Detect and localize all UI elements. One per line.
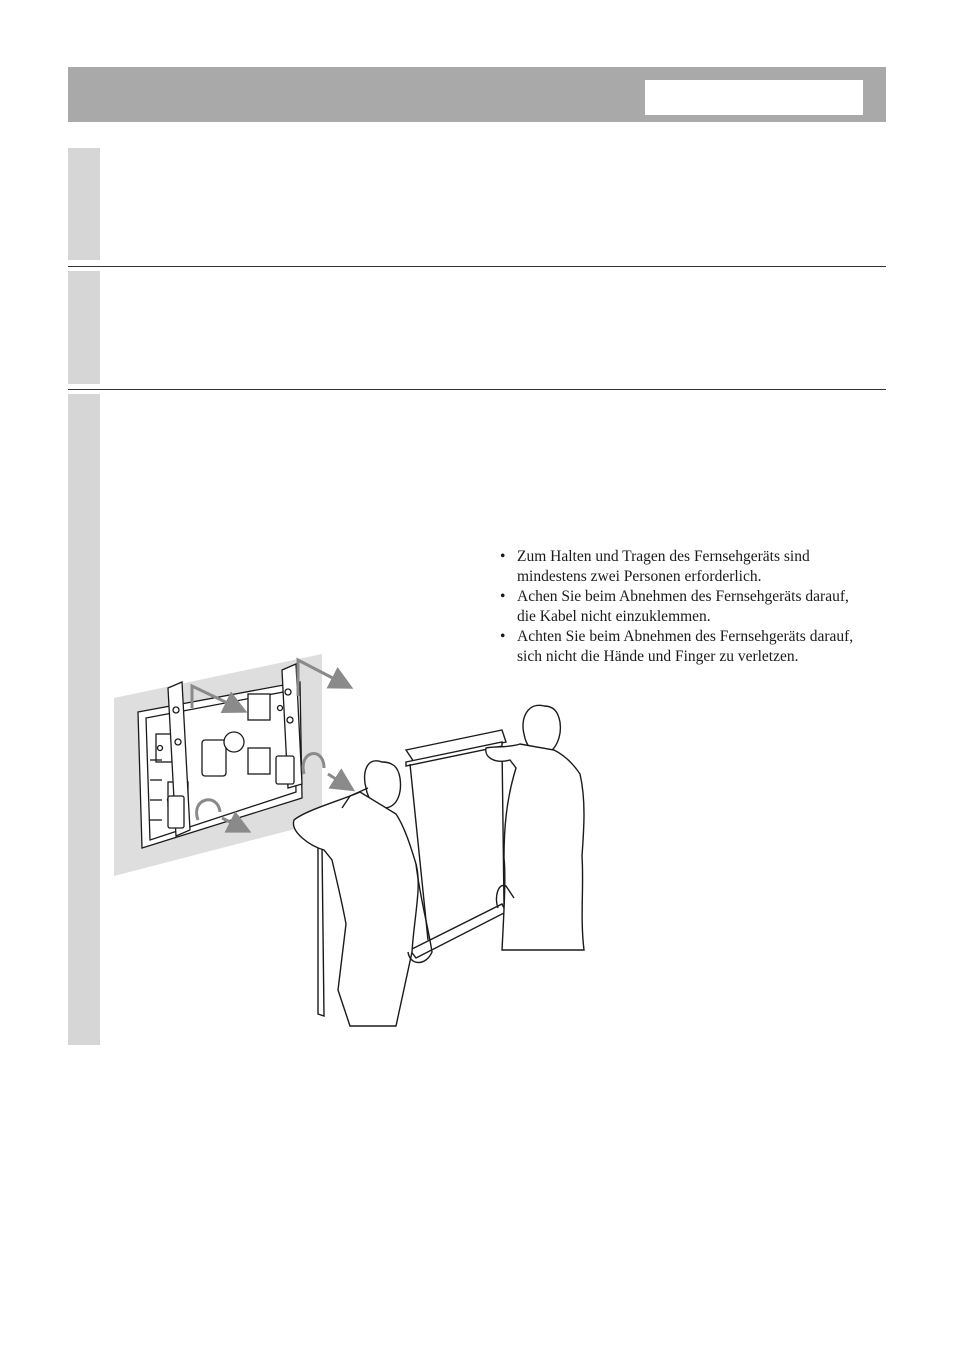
step-2-tab (68, 271, 100, 384)
note-bullet: • (500, 628, 506, 645)
section-title-box (645, 80, 863, 115)
tv-removal-illustration (110, 650, 600, 1035)
divider-2 (68, 389, 886, 390)
note-text: Zum Halten und Tragen des Fernsehgeräts sind mindestens zwei Personen erforderlich. (517, 548, 810, 585)
note-bullet: • (500, 548, 506, 565)
divider-1 (68, 266, 886, 267)
note-item (500, 547, 870, 587)
note-text: Achten Sie beim Abnehmen des Fernsehgeräts darauf, sich nicht die Hände und Finger zu verletzen. (517, 628, 854, 665)
note-bullet: • (500, 588, 506, 605)
step-1-tab (68, 148, 100, 260)
step-3-tab (68, 394, 100, 1045)
caution-notes-list (500, 547, 870, 667)
note-item (500, 587, 870, 627)
note-text: Achen Sie beim Abnehmen des Fernsehgeräts darauf, die Kabel nicht einzuklemmen. (517, 588, 849, 625)
